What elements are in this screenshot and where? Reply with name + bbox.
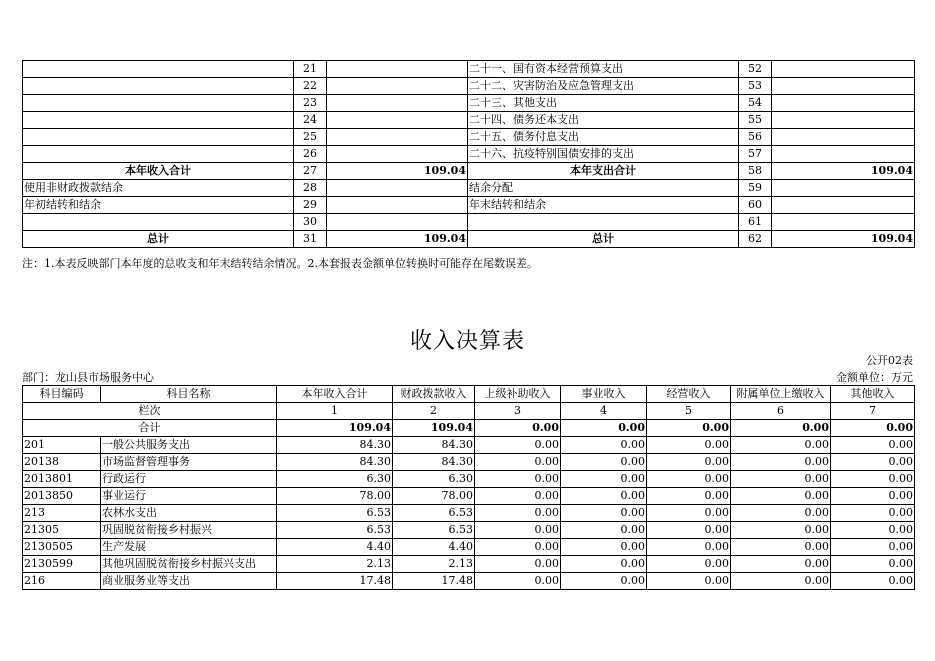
- amount-cell: 0.00: [731, 522, 831, 539]
- column-header: 附属单位上缴收入: [731, 386, 831, 403]
- amount-cell: 0.00: [647, 471, 731, 488]
- income-line-number: 22: [294, 78, 327, 95]
- amount-cell: 6.53: [277, 505, 393, 522]
- amount-cell: 0.00: [831, 539, 915, 556]
- amount-cell: 0.00: [647, 556, 731, 573]
- expense-item-label: 结余分配: [468, 180, 739, 197]
- expense-line-number: 59: [739, 180, 772, 197]
- table-row: [23, 163, 915, 180]
- income-amount: [327, 214, 468, 231]
- column-number: 3: [475, 403, 561, 420]
- income-line-number: 21: [294, 61, 327, 78]
- expense-amount: 109.04: [772, 231, 915, 248]
- income-item-label: [23, 214, 294, 231]
- amount-cell: 84.30: [393, 437, 475, 454]
- amount-cell: 0.00: [561, 573, 647, 590]
- amount-cell: 4.40: [277, 539, 393, 556]
- department-label: 部门：龙山县市场服务中心: [22, 371, 154, 384]
- amount-cell: 84.30: [393, 454, 475, 471]
- expense-amount: [772, 78, 915, 95]
- total-value: 0.00: [831, 420, 915, 437]
- column-header: 事业收入: [561, 386, 647, 403]
- amount-cell: 0.00: [731, 488, 831, 505]
- header-row: [23, 386, 915, 403]
- subject-code: 2013801: [23, 471, 101, 488]
- table-row: [23, 129, 915, 146]
- amount-cell: 2.13: [393, 556, 475, 573]
- income-item-label: [23, 146, 294, 163]
- subject-code: 213: [23, 505, 101, 522]
- amount-cell: 0.00: [475, 471, 561, 488]
- amount-cell: 0.00: [831, 471, 915, 488]
- subject-name: 一般公共服务支出: [101, 437, 277, 454]
- expense-item-label: 年末结转和结余: [468, 197, 739, 214]
- amount-cell: 0.00: [831, 522, 915, 539]
- total-value: 109.04: [277, 420, 393, 437]
- income-line-number: 31: [294, 231, 327, 248]
- table-row: [23, 522, 915, 539]
- subject-code: 2013850: [23, 488, 101, 505]
- income-amount: [327, 112, 468, 129]
- income-item-label: [23, 78, 294, 95]
- unit-label: 金额单位：万元: [836, 371, 913, 384]
- expense-amount: [772, 129, 915, 146]
- table-row: [23, 112, 915, 129]
- column-header: 其他收入: [831, 386, 915, 403]
- income-item-label: 年初结转和结余: [23, 197, 294, 214]
- subject-name: 生产发展: [101, 539, 277, 556]
- income-item-label: [23, 95, 294, 112]
- expense-item-label: [468, 214, 739, 231]
- income-item-label: [23, 129, 294, 146]
- subject-name: 市场监督管理事务: [101, 454, 277, 471]
- column-number-row: [23, 403, 915, 420]
- amount-cell: 0.00: [831, 437, 915, 454]
- amount-cell: 0.00: [475, 522, 561, 539]
- expense-item-label: 二十三、其他支出: [468, 95, 739, 112]
- subject-code: 20138: [23, 454, 101, 471]
- expense-line-number: 60: [739, 197, 772, 214]
- table-row: [23, 471, 915, 488]
- subject-code: 201: [23, 437, 101, 454]
- expense-item-label: 二十四、债务还本支出: [468, 112, 739, 129]
- income-amount: [327, 95, 468, 112]
- expense-line-number: 61: [739, 214, 772, 231]
- expense-amount: [772, 197, 915, 214]
- amount-cell: 0.00: [831, 454, 915, 471]
- amount-cell: 0.00: [475, 556, 561, 573]
- subject-code: 2130505: [23, 539, 101, 556]
- income-item-label: 总计: [23, 231, 294, 248]
- expense-line-number: 54: [739, 95, 772, 112]
- expense-item-label: 二十六、抗疫特别国债安排的支出: [468, 146, 739, 163]
- amount-cell: 0.00: [561, 556, 647, 573]
- column-number-label: 栏次: [23, 403, 277, 420]
- amount-cell: 0.00: [475, 539, 561, 556]
- table-row: [23, 214, 915, 231]
- subject-name: 商业服务业等支出: [101, 573, 277, 590]
- column-header: 财政拨款收入: [393, 386, 475, 403]
- amount-cell: 6.53: [393, 505, 475, 522]
- table-row: [23, 146, 915, 163]
- expense-amount: [772, 61, 915, 78]
- column-header: 科目编码: [23, 386, 101, 403]
- subject-name: 事业运行: [101, 488, 277, 505]
- table-note: 注：1.本表反映部门本年度的总收支和年末结转结余情况。2.本套报表金额单位转换时可能存在尾数误差。: [22, 257, 538, 270]
- amount-cell: 0.00: [731, 471, 831, 488]
- expense-line-number: 52: [739, 61, 772, 78]
- page-title: 收入决算表: [409, 329, 525, 354]
- income-amount: 109.04: [327, 163, 468, 180]
- income-line-number: 24: [294, 112, 327, 129]
- amount-cell: 0.00: [831, 505, 915, 522]
- expense-line-number: 55: [739, 112, 772, 129]
- income-amount: 109.04: [327, 231, 468, 248]
- expense-amount: [772, 112, 915, 129]
- amount-cell: 78.00: [277, 488, 393, 505]
- subject-name: 其他巩固脱贫衔接乡村振兴支出: [101, 556, 277, 573]
- amount-cell: 0.00: [731, 539, 831, 556]
- amount-cell: 0.00: [731, 437, 831, 454]
- amount-cell: 0.00: [561, 471, 647, 488]
- expense-amount: [772, 214, 915, 231]
- column-number: 2: [393, 403, 475, 420]
- amount-cell: 78.00: [393, 488, 475, 505]
- amount-cell: 0.00: [731, 556, 831, 573]
- income-line-number: 27: [294, 163, 327, 180]
- income-amount: [327, 129, 468, 146]
- amount-cell: 6.30: [393, 471, 475, 488]
- table-row: [23, 61, 915, 78]
- table-row: [23, 556, 915, 573]
- amount-cell: 0.00: [647, 522, 731, 539]
- table-row: [23, 180, 915, 197]
- amount-cell: 4.40: [393, 539, 475, 556]
- subject-code: 216: [23, 573, 101, 590]
- amount-cell: 0.00: [647, 488, 731, 505]
- column-header: 上级补助收入: [475, 386, 561, 403]
- column-header: 经营收入: [647, 386, 731, 403]
- column-number: 1: [277, 403, 393, 420]
- amount-cell: 6.53: [277, 522, 393, 539]
- amount-cell: 0.00: [561, 539, 647, 556]
- amount-cell: 0.00: [561, 437, 647, 454]
- expense-line-number: 53: [739, 78, 772, 95]
- column-header: 本年收入合计: [277, 386, 393, 403]
- subject-code: 21305: [23, 522, 101, 539]
- expense-item-label: 二十二、灾害防治及应急管理支出: [468, 78, 739, 95]
- amount-cell: 0.00: [647, 573, 731, 590]
- income-line-number: 25: [294, 129, 327, 146]
- table-row: [23, 231, 915, 248]
- amount-cell: 0.00: [731, 505, 831, 522]
- amount-cell: 0.00: [475, 573, 561, 590]
- income-table: [22, 385, 915, 590]
- amount-cell: 0.00: [561, 505, 647, 522]
- total-value: 0.00: [731, 420, 831, 437]
- income-line-number: 28: [294, 180, 327, 197]
- total-label: 合计: [23, 420, 277, 437]
- expense-amount: [772, 95, 915, 112]
- income-amount: [327, 78, 468, 95]
- income-amount: [327, 180, 468, 197]
- subject-code: 2130599: [23, 556, 101, 573]
- table-code: 公开02表: [866, 354, 913, 367]
- income-line-number: 23: [294, 95, 327, 112]
- column-number: 4: [561, 403, 647, 420]
- expense-item-label: 总计: [468, 231, 739, 248]
- table-row: [23, 197, 915, 214]
- expense-amount: [772, 180, 915, 197]
- income-item-label: 本年收入合计: [23, 163, 294, 180]
- table-row: [23, 78, 915, 95]
- amount-cell: 0.00: [831, 556, 915, 573]
- amount-cell: 0.00: [475, 488, 561, 505]
- expense-item-label: 二十五、债务付息支出: [468, 129, 739, 146]
- amount-cell: 0.00: [475, 454, 561, 471]
- amount-cell: 0.00: [647, 539, 731, 556]
- table-row: [23, 573, 915, 590]
- income-item-label: 使用非财政拨款结余: [23, 180, 294, 197]
- amount-cell: 84.30: [277, 437, 393, 454]
- amount-cell: 0.00: [475, 437, 561, 454]
- table-row: [23, 437, 915, 454]
- amount-cell: 6.30: [277, 471, 393, 488]
- income-amount: [327, 197, 468, 214]
- amount-cell: 17.48: [277, 573, 393, 590]
- amount-cell: 17.48: [393, 573, 475, 590]
- table-row: [23, 505, 915, 522]
- total-value: 109.04: [393, 420, 475, 437]
- expense-line-number: 58: [739, 163, 772, 180]
- expense-amount: [772, 146, 915, 163]
- expense-line-number: 62: [739, 231, 772, 248]
- amount-cell: 0.00: [831, 488, 915, 505]
- total-value: 0.00: [475, 420, 561, 437]
- summary-table: [22, 60, 915, 248]
- income-item-label: [23, 61, 294, 78]
- table-row: [23, 488, 915, 505]
- total-value: 0.00: [647, 420, 731, 437]
- amount-cell: 0.00: [475, 505, 561, 522]
- amount-cell: 0.00: [561, 454, 647, 471]
- expense-item-label: 二十一、国有资本经营预算支出: [468, 61, 739, 78]
- amount-cell: 6.53: [393, 522, 475, 539]
- amount-cell: 0.00: [647, 505, 731, 522]
- total-row: [23, 420, 915, 437]
- column-number: 7: [831, 403, 915, 420]
- subject-name: 巩固脱贫衔接乡村振兴: [101, 522, 277, 539]
- income-line-number: 26: [294, 146, 327, 163]
- table-row: [23, 454, 915, 471]
- expense-amount: 109.04: [772, 163, 915, 180]
- amount-cell: 0.00: [731, 454, 831, 471]
- amount-cell: 0.00: [647, 454, 731, 471]
- income-item-label: [23, 112, 294, 129]
- income-amount: [327, 146, 468, 163]
- column-header: 科目名称: [101, 386, 277, 403]
- amount-cell: 0.00: [831, 573, 915, 590]
- table-row: [23, 95, 915, 112]
- income-line-number: 30: [294, 214, 327, 231]
- subject-name: 农林水支出: [101, 505, 277, 522]
- income-amount: [327, 61, 468, 78]
- amount-cell: 2.13: [277, 556, 393, 573]
- subject-name: 行政运行: [101, 471, 277, 488]
- amount-cell: 0.00: [561, 488, 647, 505]
- total-value: 0.00: [561, 420, 647, 437]
- amount-cell: 84.30: [277, 454, 393, 471]
- expense-line-number: 56: [739, 129, 772, 146]
- expense-line-number: 57: [739, 146, 772, 163]
- amount-cell: 0.00: [731, 573, 831, 590]
- amount-cell: 0.00: [561, 522, 647, 539]
- column-number: 5: [647, 403, 731, 420]
- column-number: 6: [731, 403, 831, 420]
- income-line-number: 29: [294, 197, 327, 214]
- expense-item-label: 本年支出合计: [468, 163, 739, 180]
- amount-cell: 0.00: [647, 437, 731, 454]
- table-row: [23, 539, 915, 556]
